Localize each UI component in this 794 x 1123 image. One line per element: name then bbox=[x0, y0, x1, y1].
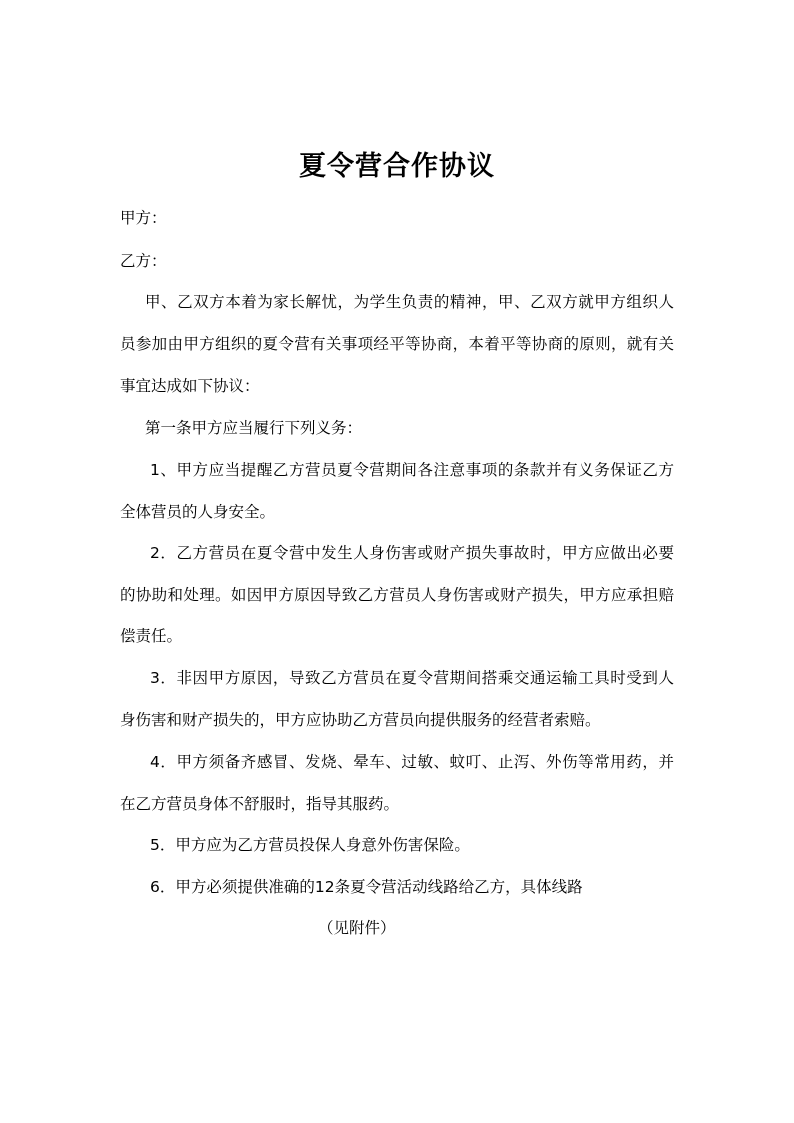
intro-line-2: 员参加由甲方组织的夏令营有关事项经平等协商，本着平等协商的原则，就有关 bbox=[120, 335, 674, 353]
item-3-line-2: 身伤害和财产损失的，甲方应协助乙方营员向提供服务的经营者索赔。 bbox=[120, 711, 601, 729]
party-a-label: 甲方： bbox=[120, 209, 167, 227]
item-2-line-3: 偿责任。 bbox=[120, 627, 183, 645]
item-1-line-2: 全体营员的人身安全。 bbox=[120, 503, 276, 521]
article-1-heading: 第一条甲方应当履行下列义务： bbox=[145, 419, 363, 437]
item-3-line-1: 3．非因甲方原因，导致乙方营员在夏令营期间搭乘交通运输工具时受到人 bbox=[150, 669, 674, 687]
item-1-line-1: 1、甲方应当提醒乙方营员夏令营期间各注意事项的条款并有义务保证乙方 bbox=[150, 461, 674, 479]
party-b-label: 乙方： bbox=[120, 252, 167, 270]
item-6-line-1: 6．甲方必须提供准确的12条夏令营活动线路给乙方，具体线路 bbox=[150, 878, 583, 896]
item-4-line-1: 4．甲方须备齐感冒、发烧、晕车、过敏、蚊叮、止泻、外伤等常用药，并 bbox=[150, 753, 674, 771]
item-2-line-1: 2．乙方营员在夏令营中发生人身伤害或财产损失事故时，甲方应做出必要 bbox=[150, 544, 674, 562]
intro-line-1: 甲、乙双方本着为家长解忧，为学生负责的精神，甲、乙双方就甲方组织人 bbox=[145, 293, 674, 311]
item-5-line-1: 5．甲方应为乙方营员投保人身意外伤害保险。 bbox=[150, 836, 470, 854]
attachment-note: （见附件） bbox=[318, 919, 396, 937]
item-2-line-2: 的协助和处理。如因甲方原因导致乙方营员人身伤害或财产损失，甲方应承担赔 bbox=[120, 586, 674, 604]
item-4-line-2: 在乙方营员身体不舒服时，指导其服药。 bbox=[120, 795, 400, 813]
intro-line-3: 事宜达成如下协议： bbox=[120, 377, 260, 395]
document-title: 夏令营合作协议 bbox=[299, 151, 495, 182]
